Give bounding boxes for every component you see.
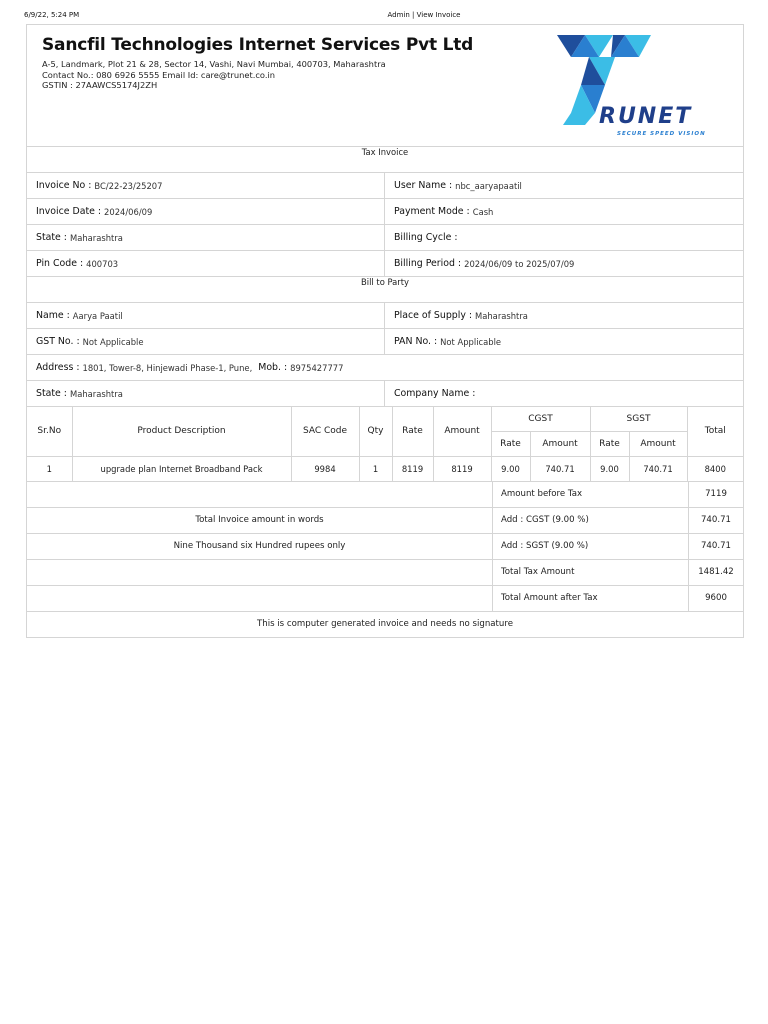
col-sgst-amount: Amount bbox=[629, 431, 687, 456]
footer-note: This is computer generated invoice and needs no signature bbox=[257, 619, 513, 629]
company-address: A-5, Landmark, Plot 21 & 28, Sector 14, Vashi, Navi Mumbai, 400703, Maharashtra bbox=[42, 59, 386, 69]
logo-tagline: SECURE SPEED VISION bbox=[617, 131, 706, 137]
bill-to-heading: Bill to Party bbox=[27, 277, 743, 303]
summary-tax-total: Total Tax Amount 1481.42 bbox=[27, 560, 743, 586]
company-name: Sancfil Technologies Internet Services Pvt Ltd bbox=[42, 35, 474, 55]
place-of-supply: Place of Supply : Maharashtra bbox=[394, 310, 528, 321]
col-rate: Rate bbox=[392, 407, 433, 456]
invoice-row-1 bbox=[27, 173, 743, 199]
payment-mode: Payment Mode : Cash bbox=[394, 206, 494, 217]
col-sac: SAC Code bbox=[291, 407, 359, 456]
pin-code: Pin Code : 400703 bbox=[27, 251, 385, 276]
company-contact: Contact No.: 080 6926 5555 Email Id: care@trunet.co.in bbox=[42, 70, 276, 80]
table-row: 1 upgrade plan Internet Broadband Pack 9984 1 8119 8119 9.00 740.71 9.00 740.71 8400 bbox=[27, 456, 743, 481]
trunet-logo bbox=[555, 33, 735, 141]
gst-no: GST No. : Not Applicable bbox=[27, 329, 385, 354]
billing-cycle: Billing Cycle : bbox=[394, 232, 458, 243]
summary-sgst: Nine Thousand six Hundred rupees only Add : SGST (9.00 %) 740.71 bbox=[27, 534, 743, 560]
invoice-row-4 bbox=[27, 251, 743, 277]
invoice-row-3 bbox=[27, 225, 743, 251]
col-sgst: SGST bbox=[590, 407, 687, 431]
col-desc: Product Description bbox=[72, 407, 291, 456]
company-header bbox=[27, 25, 743, 147]
billing-period: Billing Period : 2024/06/09 to 2025/07/09 bbox=[394, 258, 575, 269]
party-address-row bbox=[27, 355, 743, 381]
invoice bbox=[26, 24, 744, 638]
words-label: Total Invoice amount in words bbox=[27, 508, 493, 533]
user-name: User Name : nbc_aaryapaatil bbox=[394, 180, 522, 191]
amount-in-words: Nine Thousand six Hundred rupees only bbox=[27, 534, 493, 559]
print-title: Admin | View Invoice bbox=[387, 11, 461, 19]
invoice-no: Invoice No : BC/22-23/25207 bbox=[27, 173, 385, 198]
col-cgst-amount: Amount bbox=[530, 431, 590, 456]
col-total: Total bbox=[687, 407, 743, 456]
summary-cgst: Total Invoice amount in words Add : CGST (9.00 %) 740.71 bbox=[27, 508, 743, 534]
party-state: State : Maharashtra bbox=[27, 381, 385, 406]
print-datetime: 6/9/22, 5:24 PM bbox=[24, 11, 80, 19]
items-table bbox=[27, 407, 743, 482]
pan-no: PAN No. : Not Applicable bbox=[394, 336, 502, 347]
party-address: Address : 1801, Tower-8, Hinjewadi Phase-1, Pune, Mob. : 8975427777 bbox=[36, 362, 344, 373]
invoice-date: Invoice Date : 2024/06/09 bbox=[27, 199, 385, 224]
col-amount: Amount bbox=[433, 407, 491, 456]
summary-after-tax: Total Amount after Tax 9600 bbox=[27, 586, 743, 612]
party-name: Name : Aarya Paatil bbox=[27, 303, 385, 328]
invoice-row-2 bbox=[27, 199, 743, 225]
col-cgst-rate: Rate bbox=[491, 431, 530, 456]
company-name-field: Company Name : bbox=[394, 388, 476, 399]
logo-wordmark: RUNET bbox=[599, 104, 693, 129]
col-srno: Sr.No bbox=[27, 407, 72, 456]
party-row-2 bbox=[27, 329, 743, 355]
summary-before-tax: Amount before Tax 7119 bbox=[27, 482, 743, 508]
col-sgst-rate: Rate bbox=[590, 431, 629, 456]
print-header bbox=[0, 11, 768, 23]
col-cgst: CGST bbox=[491, 407, 590, 431]
tax-invoice-heading: Tax Invoice bbox=[27, 147, 743, 173]
col-qty: Qty bbox=[359, 407, 392, 456]
company-gstin: GSTIN : 27AAWCS5174J2ZH bbox=[42, 80, 158, 90]
table-header-row bbox=[27, 407, 743, 431]
party-row-1 bbox=[27, 303, 743, 329]
party-row-4 bbox=[27, 381, 743, 407]
invoice-state: State : Maharashtra bbox=[27, 225, 385, 250]
